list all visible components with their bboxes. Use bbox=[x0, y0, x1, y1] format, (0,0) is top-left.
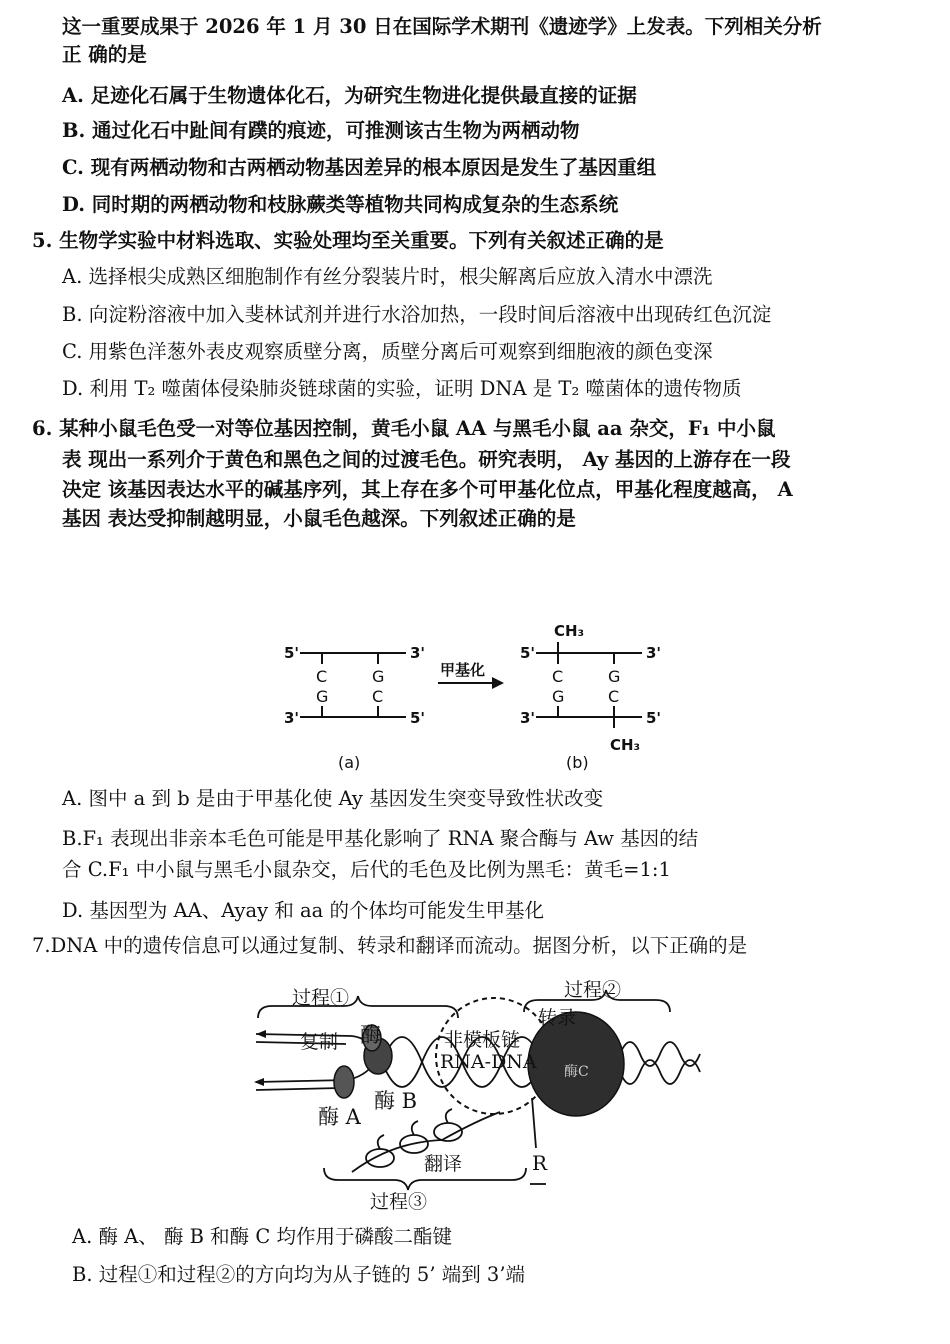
enzyme-b-label: 酶 B bbox=[374, 1089, 418, 1113]
non-template-strand-label: 非模板链 bbox=[444, 1029, 521, 1051]
right-bottom-base-2: C bbox=[608, 687, 620, 706]
q6-option-d: D. 基因型为 AA、Ayay 和 aa 的个体均可能发生甲基化 bbox=[62, 899, 544, 922]
q4-option-d: D. 同时期的两栖动物和枝脉蕨类等植物共同构成复杂的生态系统 bbox=[62, 193, 619, 216]
process-1-label: 过程① bbox=[292, 987, 350, 1009]
left-bottom-3-label: 3' bbox=[284, 709, 300, 727]
q5-option-d: D. 利用 T₂ 噬菌体侵染肺炎链球菌的实验，证明 DNA 是 T₂ 噬菌体的遗传物质 bbox=[62, 377, 742, 400]
q5-option-c: C. 用紫色洋葱外表皮观察质壁分离，质壁分离后可观察到细胞液的颜色变深 bbox=[62, 340, 713, 363]
enzyme-a-label: 酶 A bbox=[318, 1105, 361, 1129]
q7-stem: 7.DNA 中的遗传信息可以通过复制、转录和翻译而流动。据图分析，以下正确的是 bbox=[32, 934, 748, 957]
left-top-base-2: G bbox=[372, 667, 385, 686]
replication-label: 复制 bbox=[300, 1031, 339, 1053]
right-bottom-5-label: 5' bbox=[646, 709, 662, 727]
q7-option-a: A. 酶 A、 酶 B 和酶 C 均作用于磷酸二酯键 bbox=[72, 1225, 453, 1248]
q5-option-a: A. 选择根尖成熟区细胞制作有丝分裂装片时，根尖解离后应放入清水中漂洗 bbox=[62, 265, 713, 288]
q4-intro-line-2: 正 确的是 bbox=[62, 43, 147, 66]
q6-stem-line-2: 表 现出一系列介于黄色和黑色之间的过渡毛色。研究表明， Ay 基因的上游存在一段 bbox=[62, 448, 791, 471]
left-bottom-base-2: C bbox=[372, 687, 384, 706]
rna-dna-label: RNA-DNA bbox=[440, 1051, 537, 1073]
process-2-label: 过程② bbox=[564, 979, 622, 1001]
right-top-base-2: G bbox=[608, 667, 621, 686]
q7-option-b: B. 过程①和过程②的方向均为从子链的 5’ 端到 3’端 bbox=[72, 1263, 526, 1286]
q6-stem-line-1: 6. 某种小鼠毛色受一对等位基因控制，黄毛小鼠 AA 与黑毛小鼠 aa 杂交，F₁ 中小鼠 bbox=[32, 417, 776, 440]
right-top-base-1: C bbox=[552, 667, 564, 686]
enzyme-c-label: 酶C bbox=[564, 1064, 589, 1080]
methyl-group-bottom: CH₃ bbox=[610, 736, 641, 754]
process-3-label: 过程③ bbox=[370, 1191, 428, 1213]
q5-stem: 5. 生物学实验中材料选取、实验处理均至关重要。下列有关叙述正确的是 bbox=[32, 229, 664, 252]
q4-option-a: A. 足迹化石属于生物遗体化石，为研究生物进化提供最直接的证据 bbox=[62, 84, 637, 107]
q4-intro-line-1: 这一重要成果于 2026 年 1 月 30 日在国际学术期刊《遗迹学》上发表。下列相关分析 bbox=[62, 15, 822, 38]
q6-stem-line-4: 基因 表达受抑制越明显，小鼠毛色越深。下列叙述正确的是 bbox=[62, 507, 576, 530]
r-label: R bbox=[532, 1151, 548, 1175]
left-top-3-label: 3' bbox=[410, 644, 426, 662]
q6-option-a: A. 图中 a 到 b 是由于甲基化使 Ay 基因发生突变导致性状改变 bbox=[62, 787, 604, 810]
right-bottom-3-label: 3' bbox=[520, 709, 536, 727]
right-bottom-base-1: G bbox=[552, 687, 565, 706]
enzyme-label: 酶 bbox=[360, 1023, 381, 1047]
q6-option-c: 合 C.F₁ 中小鼠与黑毛小鼠杂交，后代的毛色及比例为黑毛：黄毛=1:1 bbox=[62, 858, 671, 881]
left-caption: (a) bbox=[338, 753, 361, 772]
left-top-base-1: C bbox=[316, 667, 328, 686]
q4-option-b: B. 通过化石中趾间有蹼的痕迹，可推测该古生物为两栖动物 bbox=[62, 119, 580, 142]
left-top-5-label: 5' bbox=[284, 644, 300, 662]
transcription-label: 转录 bbox=[538, 1007, 577, 1029]
right-top-5-label: 5' bbox=[520, 644, 536, 662]
right-top-3-label: 3' bbox=[646, 644, 662, 662]
q5-option-b: B. 向淀粉溶液中加入斐林试剂并进行水浴加热，一段时间后溶液中出现砖红色沉淀 bbox=[62, 303, 772, 326]
translation-label: 翻译 bbox=[424, 1153, 463, 1175]
right-caption: (b) bbox=[566, 753, 589, 772]
methyl-group-top: CH₃ bbox=[554, 622, 585, 640]
methylation-figure bbox=[270, 610, 680, 775]
q4-option-c: C. 现有两栖动物和古两栖动物基因差异的根本原因是发生了基因重组 bbox=[62, 156, 657, 179]
q6-stem-line-3: 决定 该基因表达水平的碱基序列，其上存在多个可甲基化位点，甲基化程度越高， A bbox=[62, 478, 793, 501]
methylation-arrow-label: 甲基化 bbox=[440, 661, 486, 679]
left-bottom-5-label: 5' bbox=[410, 709, 426, 727]
gene-expression-figure bbox=[252, 972, 702, 1217]
left-bottom-base-1: G bbox=[316, 687, 329, 706]
q6-option-b: B.F₁ 表现出非亲本毛色可能是甲基化影响了 RNA 聚合酶与 Aw 基因的结 bbox=[62, 827, 699, 850]
